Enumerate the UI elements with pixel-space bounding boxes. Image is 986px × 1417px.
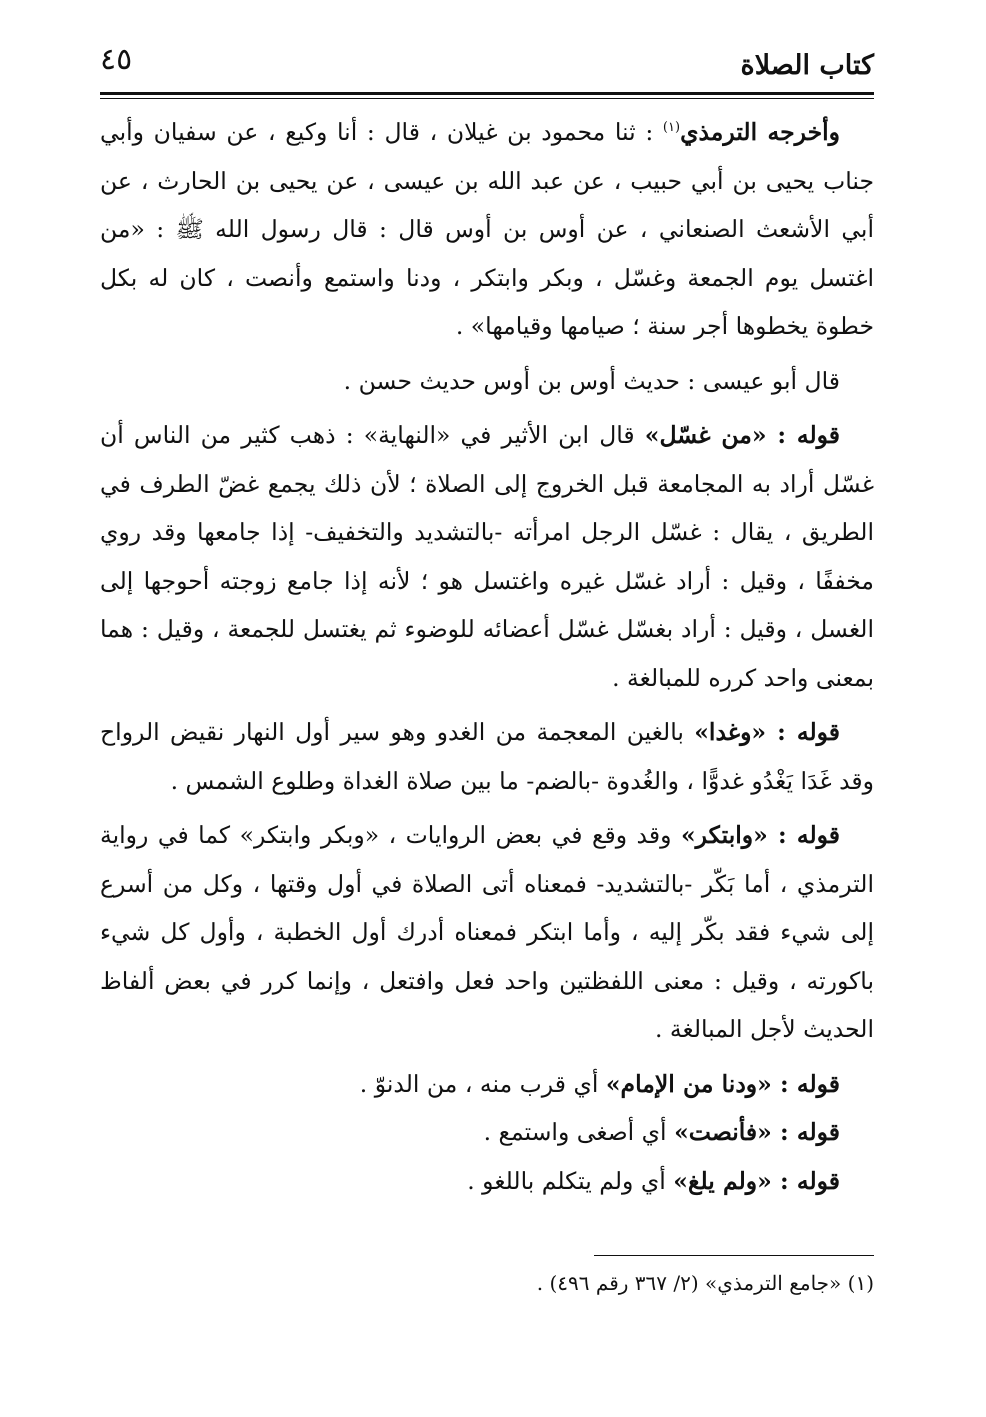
paragraph-text: أي قرب منه ، من الدنوّ . [359, 1069, 599, 1098]
paragraph [100, 108, 874, 351]
paragraph-lead: قوله : «وابتكر» [680, 821, 840, 849]
footnote: (١) «جامع الترمذي» (٢/ ٣٦٧ رقم ٤٩٦) . [536, 1271, 874, 1295]
paragraph-text: أي أصغى واستمع . [483, 1118, 667, 1146]
header-rule-thin [100, 98, 874, 99]
footnote-rule [594, 1255, 874, 1256]
paragraph [100, 1157, 874, 1206]
footnote-ref: (١) [662, 120, 681, 136]
header-rule [100, 92, 874, 95]
paragraph-text: أي ولم يتكلم باللغو . [467, 1166, 666, 1195]
page-header [100, 36, 874, 94]
paragraph-text: وقد وقع في بعض الروايات ، «وبكر وابتكر» كما في رواية الترمذي ، أما بَكّر -بالتشديد- فمعناه أتى الصلاة في أول وقتها ، وكل من أسرع إلى شيء فقد بكّر إليه ، وأما ابتكر فمعناه أدرك أول الخطبة ، وأول كل شيء باكورته ، وقيل : معنى اللفظتين واحد فعل وافتعل ، وإنما كرر في بعض ألفاظ الحديث لأجل المبالغة . [100, 821, 874, 1043]
paragraph-text: قال أبو عيسى : حديث أوس بن أوس حديث حسن . [343, 366, 840, 395]
book-title: كتاب الصلاة [740, 50, 874, 81]
paragraph [100, 708, 874, 805]
page-number: ٤٥ [100, 42, 133, 77]
paragraph-lead: قوله : «وغدا» [694, 718, 840, 746]
paragraph [100, 411, 874, 702]
paragraph-text: : ثنا محمود بن غيلان ، قال : أنا وكيع ، عن سفيان وأبي جناب يحيى بن أبي حبيب ، عن عبد الله بن عيسى ، عن يحيى بن الحارث ، عن أبي الأشعث الصنعاني ، عن أوس بن أوس قال : قال رسول الله ﷺ : «من اغتسل يوم الجمعة وغسّل ، وبكر وابتكر ، ودنا واستمع وأنصت ، كان له بكل خطوة يخطوها أجر سنة ؛ صيامها وقيامها» . [100, 118, 874, 340]
paragraph [100, 1060, 874, 1109]
paragraph-lead: قوله : «من غسّل» [644, 421, 840, 449]
paragraph [100, 811, 874, 1054]
paragraph [100, 1108, 874, 1157]
main-text [100, 108, 874, 1205]
paragraph [100, 357, 874, 406]
paragraph-text: بالغين المعجمة من الغدو وهو سير أول النهار نقيض الرواح وقد غَدَا يَغْدُو غدوًّا ، والغُدوة -بالضم- ما بين صلاة الغداة وطلوع الشمس . [100, 718, 874, 795]
paragraph-lead: قوله : «ولم يلغ» [673, 1166, 840, 1195]
paragraph-text: قال ابن الأثير في «النهاية» : ذهب كثير من الناس أن غسّل أراد به المجامعة قبل الخروج إلى الصلاة ؛ لأن ذلك يجمع غضّ الطرف في الطريق ، يقال : غسّل الرجل امرأته -بالتشديد والتخفيف- إذا جامعها وقد روي مخففًا ، وقيل : أراد غسّل غيره واغتسل هو ؛ لأنه إذا جامع زوجته أحوجها إلى الغسل ، وقيل : أراد بغسّل غسّل أعضائه للوضوء ثم يغتسل للجمعة ، وقيل : هما بمعنى واحد كرره للمبالغة . [100, 421, 874, 692]
paragraph-lead: قوله : «فأنصت» [674, 1118, 840, 1146]
paragraph-lead: قوله : «ودنا من الإمام» [605, 1069, 840, 1098]
paragraph-lead: وأخرجه الترمذي [680, 118, 840, 146]
